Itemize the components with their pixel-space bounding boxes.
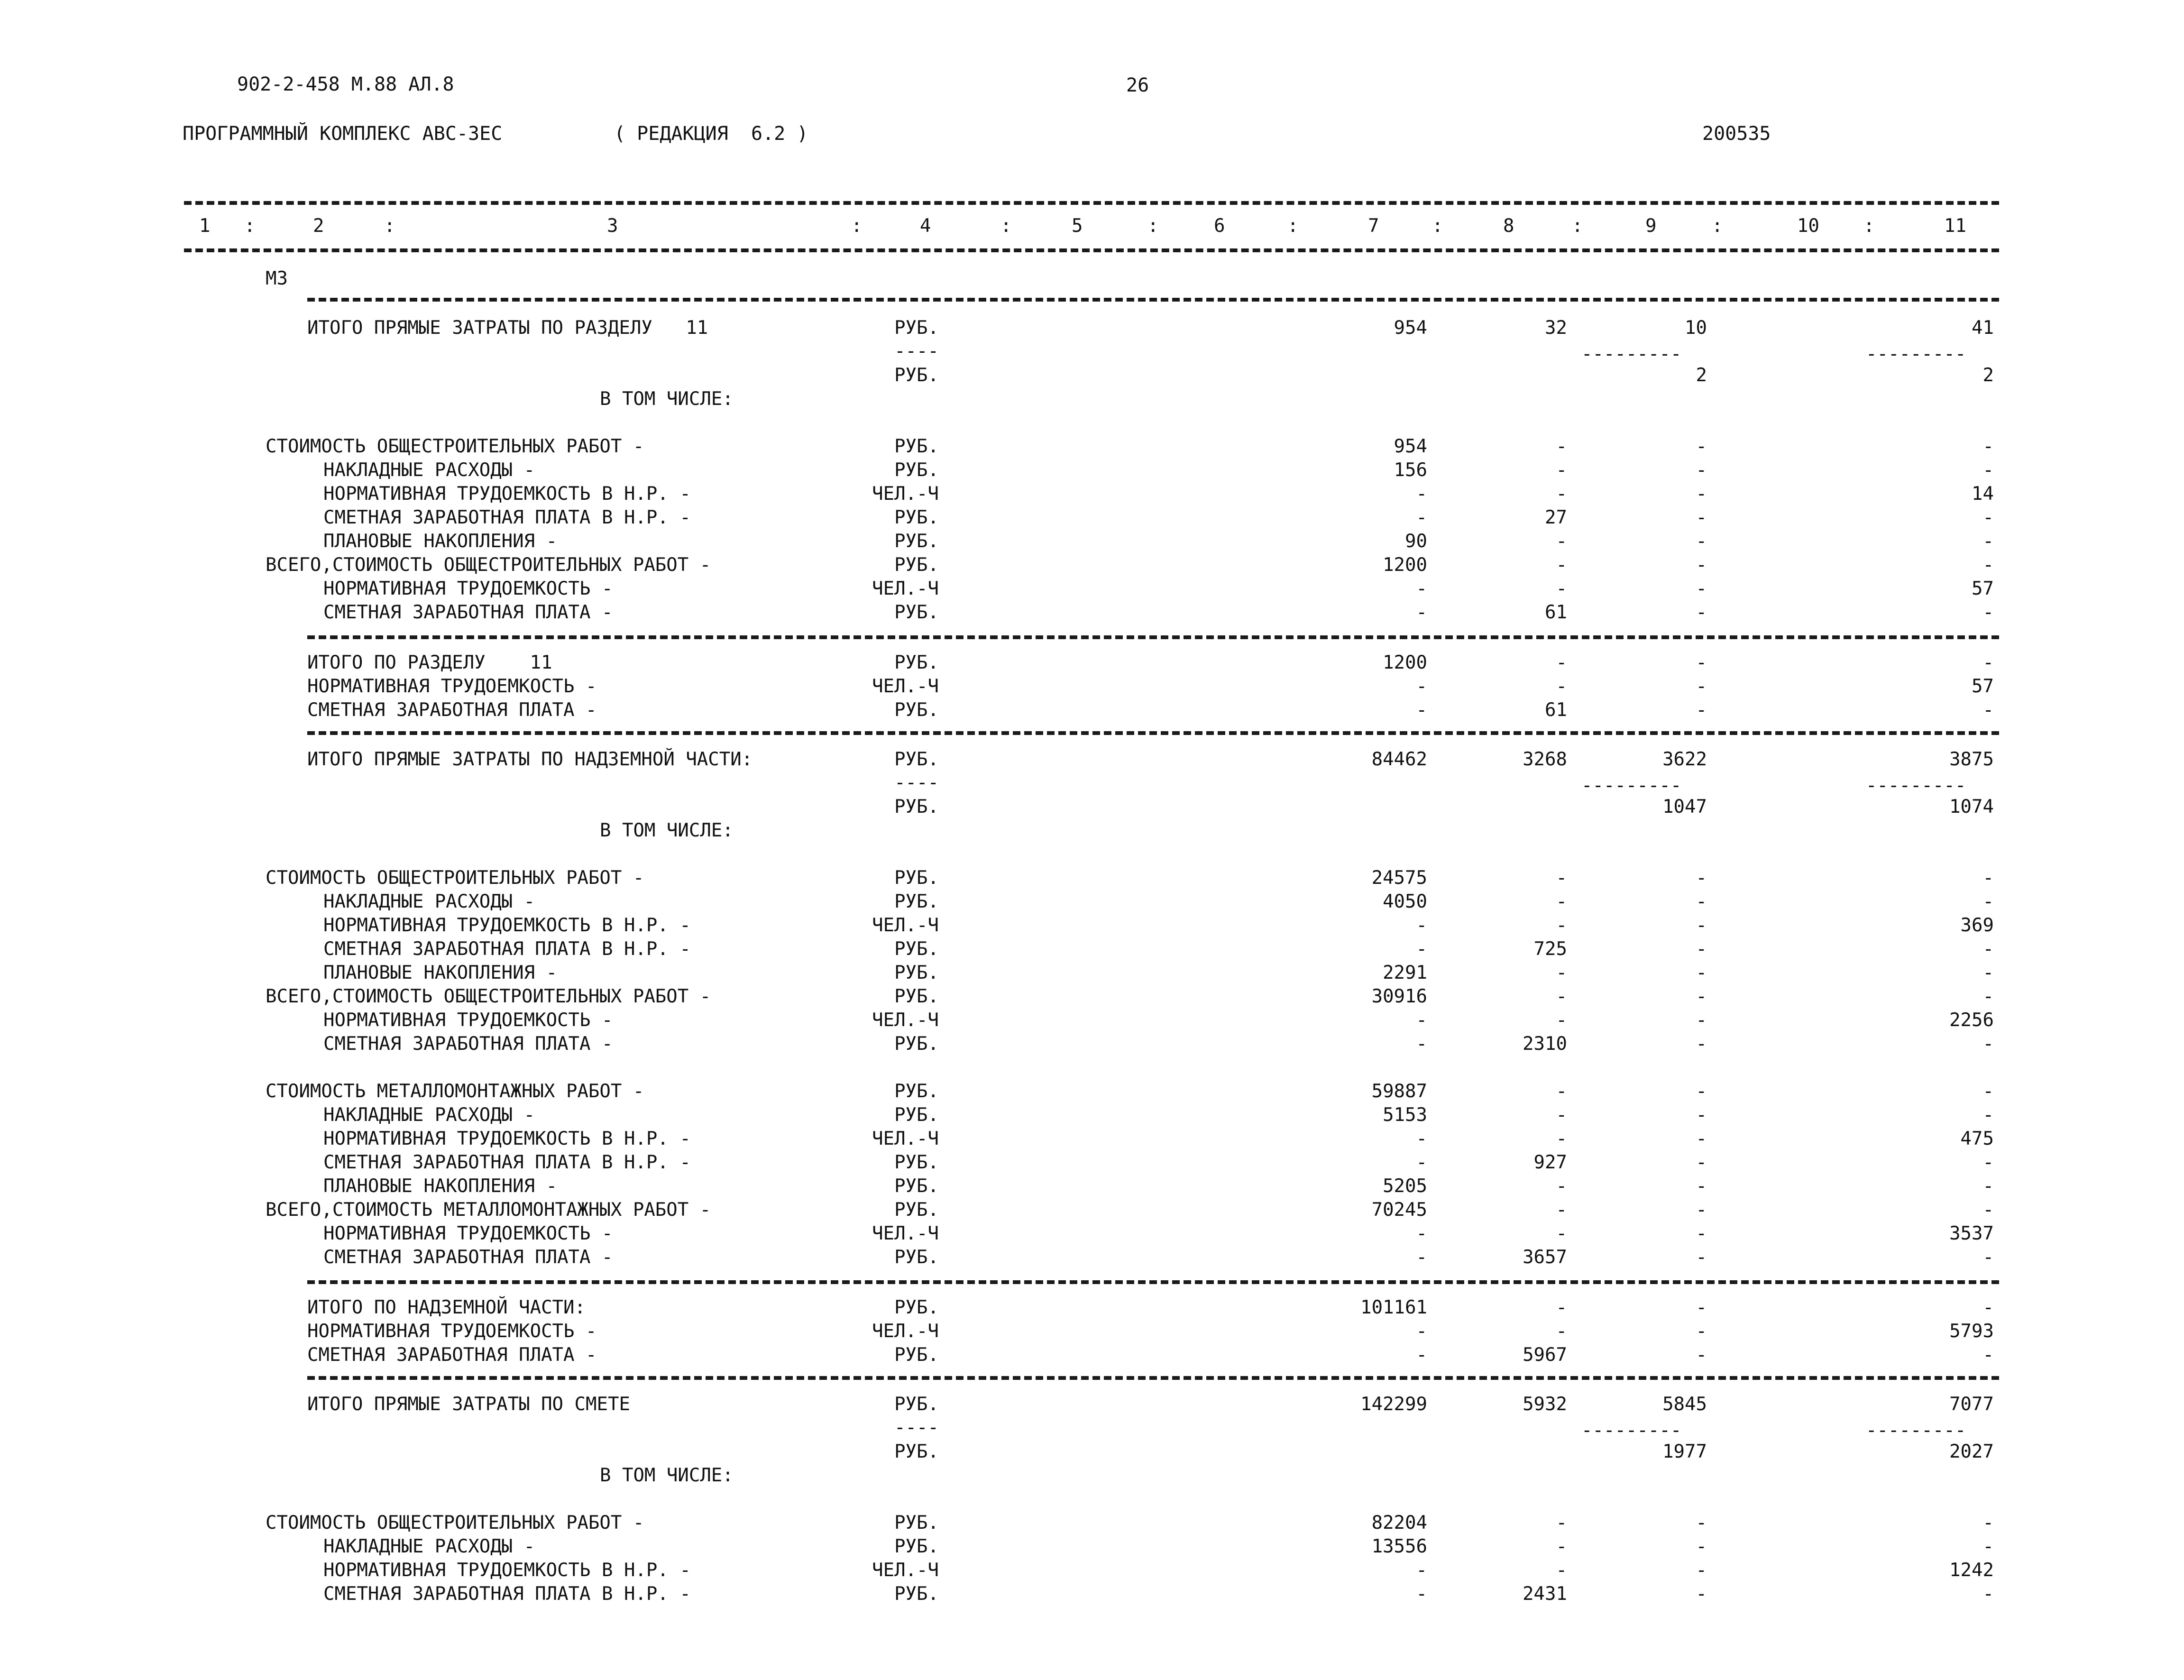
row-label: НОРМАТИВНАЯ ТРУДОЕМКОСТЬ В Н.Р. -	[323, 1560, 691, 1581]
row-label: ВСЕГО,СТОИМОСТЬ ОБЩЕСТРОИТЕЛЬНЫХ РАБОТ -	[266, 554, 711, 576]
cell-col-7: -	[1416, 1583, 1427, 1605]
section-rule	[307, 1376, 1999, 1380]
column-number: 11	[1944, 215, 1966, 237]
row-unit: РУБ.	[894, 1536, 939, 1557]
cell-col-7: 30916	[1371, 986, 1427, 1007]
cell-col-9: -	[1696, 1175, 1707, 1197]
cell-col-9: -	[1696, 483, 1707, 505]
cell-col-8: -	[1556, 1536, 1567, 1557]
cell-col-9: -	[1696, 602, 1707, 623]
column-separator: :	[1572, 215, 1583, 237]
cell-col-8: -	[1556, 1081, 1567, 1102]
cell-col-8: 3268	[1523, 749, 1567, 770]
row-label: НОРМАТИВНАЯ ТРУДОЕМКОСТЬ -	[323, 578, 613, 599]
cell-col-7: 954	[1394, 436, 1427, 457]
column-number: 3	[607, 215, 618, 237]
row-label: СМЕТНАЯ ЗАРАБОТНАЯ ПЛАТА -	[323, 602, 613, 623]
cell-col-11: -	[1982, 962, 1994, 983]
cell-col-8: -	[1556, 483, 1567, 505]
cell-col-7: -	[1416, 938, 1427, 960]
cell-col-9: -	[1696, 891, 1707, 912]
row-unit: РУБ.	[894, 938, 939, 960]
cell-col-8: -	[1556, 915, 1567, 936]
cell-col-9: -	[1696, 1081, 1707, 1102]
row-unit: РУБ.	[894, 602, 939, 623]
column-number: 2	[313, 215, 324, 237]
cell-col-9: 3622	[1662, 749, 1707, 770]
cell-col-11: 5793	[1949, 1321, 1994, 1342]
cell-col-9: -	[1696, 867, 1707, 889]
row-unit: РУБ.	[894, 554, 939, 576]
cell-col-11: 2027	[1949, 1441, 1994, 1462]
cell-col-7: -	[1416, 578, 1427, 599]
subtotal-rule-col-9: ---------	[1581, 775, 1682, 796]
row-unit: ЧЕЛ.-Ч	[872, 1321, 939, 1342]
cell-col-8: -	[1556, 1560, 1567, 1581]
cell-col-8: -	[1556, 436, 1567, 457]
row-unit: ЧЕЛ.-Ч	[872, 483, 939, 505]
cell-col-9: 2	[1696, 365, 1707, 386]
cell-col-8: -	[1556, 676, 1567, 697]
cell-col-8: -	[1556, 531, 1567, 552]
row-label: В ТОМ ЧИСЛЕ:	[600, 820, 734, 841]
column-number: 7	[1368, 215, 1379, 237]
row-unit: РУБ.	[894, 986, 939, 1007]
section-rule	[307, 635, 1999, 639]
unit-underline: ----	[894, 1417, 939, 1438]
row-unit: РУБ.	[894, 1152, 939, 1173]
row-label: МЗ	[266, 268, 288, 289]
cell-col-7: 24575	[1371, 867, 1427, 889]
cell-col-8: -	[1556, 891, 1567, 912]
cell-col-7: 84462	[1371, 749, 1427, 770]
column-number: 1	[199, 215, 211, 237]
program-edition: ( РЕДАКЦИЯ 6.2 )	[614, 123, 808, 145]
cell-col-7: 82204	[1371, 1512, 1427, 1533]
cell-col-11: -	[1982, 1081, 1994, 1102]
cell-col-8: 5932	[1523, 1394, 1567, 1415]
program-title: ПРОГРАММНЫЙ КОМПЛЕКС АВС-ЗЕС	[183, 123, 503, 145]
cell-col-11: -	[1982, 1297, 1994, 1318]
cell-col-7: 70245	[1371, 1199, 1427, 1221]
column-number: 10	[1797, 215, 1819, 237]
cell-col-7: 2291	[1383, 962, 1427, 983]
row-unit: РУБ.	[894, 507, 939, 528]
cell-col-7: 1200	[1383, 554, 1427, 576]
cell-col-9: -	[1696, 1128, 1707, 1149]
cell-col-7: -	[1416, 676, 1427, 697]
subtotal-rule-col-11: ---------	[1866, 775, 1966, 796]
column-number: 5	[1072, 215, 1083, 237]
column-number: 6	[1214, 215, 1225, 237]
subtotal-rule-col-9: ---------	[1581, 343, 1682, 365]
cell-col-11: -	[1982, 867, 1994, 889]
cell-col-8: -	[1556, 1512, 1567, 1533]
column-number: 9	[1645, 215, 1657, 237]
cell-col-7: -	[1416, 1321, 1427, 1342]
row-label: НАКЛАДНЫЕ РАСХОДЫ -	[323, 459, 535, 481]
row-label: ИТОГО ПРЯМЫЕ ЗАТРАТЫ ПО СМЕТЕ	[307, 1394, 630, 1415]
row-unit: РУБ.	[894, 1297, 939, 1318]
cell-col-8: -	[1556, 1175, 1567, 1197]
cell-col-11: -	[1982, 986, 1994, 1007]
row-label: В ТОМ ЧИСЛЕ:	[600, 1465, 734, 1486]
cell-col-11: 475	[1960, 1128, 1994, 1149]
row-unit: РУБ.	[894, 962, 939, 983]
cell-col-7: -	[1416, 915, 1427, 936]
cell-col-11: -	[1982, 1583, 1994, 1605]
cell-col-9: -	[1696, 436, 1707, 457]
cell-col-11: -	[1982, 1033, 1994, 1055]
cell-col-11: -	[1982, 1152, 1994, 1173]
cell-col-11: -	[1982, 891, 1994, 912]
unit-underline: ----	[894, 772, 939, 793]
cell-col-8: 927	[1533, 1152, 1567, 1173]
row-label: СМЕТНАЯ ЗАРАБОТНАЯ ПЛАТА -	[307, 1344, 597, 1366]
cell-col-11: -	[1982, 436, 1994, 457]
row-label: СТОИМОСТЬ ОБЩЕСТРОИТЕЛЬНЫХ РАБОТ -	[266, 436, 644, 457]
row-label: СМЕТНАЯ ЗАРАБОТНАЯ ПЛАТА -	[307, 699, 597, 721]
cell-col-9: -	[1696, 1152, 1707, 1173]
cell-col-11: -	[1982, 507, 1994, 528]
cell-col-9: -	[1696, 1247, 1707, 1268]
cell-col-8: -	[1556, 1223, 1567, 1244]
cell-col-8: -	[1556, 459, 1567, 481]
column-separator: :	[384, 215, 395, 237]
column-separator: :	[1000, 215, 1012, 237]
column-separator: :	[1863, 215, 1875, 237]
cell-col-8: 61	[1545, 602, 1567, 623]
row-label: НАКЛАДНЫЕ РАСХОДЫ -	[323, 891, 535, 912]
row-unit: ЧЕЛ.-Ч	[872, 1223, 939, 1244]
cell-col-8: 2431	[1523, 1583, 1567, 1605]
row-unit: РУБ.	[894, 867, 939, 889]
row-unit: РУБ.	[894, 1583, 939, 1605]
cell-col-7: 59887	[1371, 1081, 1427, 1102]
cell-col-9: -	[1696, 507, 1707, 528]
cell-col-8: 61	[1545, 699, 1567, 721]
cell-col-8: -	[1556, 554, 1567, 576]
cell-col-9: 10	[1685, 317, 1707, 339]
row-unit: РУБ.	[894, 1081, 939, 1102]
cell-col-7: 4050	[1383, 891, 1427, 912]
row-label: СМЕТНАЯ ЗАРАБОТНАЯ ПЛАТА В Н.Р. -	[323, 1583, 691, 1605]
cell-col-11: -	[1982, 554, 1994, 576]
row-label: СМЕТНАЯ ЗАРАБОТНАЯ ПЛАТА В Н.Р. -	[323, 507, 691, 528]
cell-col-11: 1242	[1949, 1560, 1994, 1581]
cell-col-7: 142299	[1360, 1394, 1427, 1415]
cell-col-11: 7077	[1949, 1394, 1994, 1415]
cell-col-11: 2256	[1949, 1010, 1994, 1031]
row-label: В ТОМ ЧИСЛЕ:	[600, 388, 734, 410]
row-unit: РУБ.	[894, 1175, 939, 1197]
row-label: СМЕТНАЯ ЗАРАБОТНАЯ ПЛАТА В Н.Р. -	[323, 938, 691, 960]
cell-col-11: 14	[1972, 483, 1994, 505]
cell-col-8: -	[1556, 1297, 1567, 1318]
cell-col-7: 5153	[1383, 1104, 1427, 1126]
row-label: СМЕТНАЯ ЗАРАБОТНАЯ ПЛАТА В Н.Р. -	[323, 1152, 691, 1173]
row-label: ВСЕГО,СТОИМОСТЬ ОБЩЕСТРОИТЕЛЬНЫХ РАБОТ -	[266, 986, 711, 1007]
cell-col-9: -	[1696, 1344, 1707, 1366]
row-label: НОРМАТИВНАЯ ТРУДОЕМКОСТЬ -	[307, 1321, 597, 1342]
cell-col-7: -	[1416, 1033, 1427, 1055]
document-id: 200535	[1702, 123, 1771, 145]
cell-col-11: 2	[1982, 365, 1994, 386]
row-unit: РУБ.	[894, 436, 939, 457]
cell-col-11: -	[1982, 602, 1994, 623]
cell-col-9: -	[1696, 1223, 1707, 1244]
cell-col-11: 3537	[1949, 1223, 1994, 1244]
cell-col-7: -	[1416, 602, 1427, 623]
row-label: ИТОГО ПРЯМЫЕ ЗАТРАТЫ ПО НАДЗЕМНОЙ ЧАСТИ:	[307, 749, 753, 770]
cell-col-9: -	[1696, 986, 1707, 1007]
cell-col-8: -	[1556, 1199, 1567, 1221]
cell-col-9: -	[1696, 578, 1707, 599]
cell-col-11: -	[1982, 1247, 1994, 1268]
cell-col-8: 725	[1533, 938, 1567, 960]
row-unit: РУБ.	[894, 1394, 939, 1415]
section-rule	[307, 731, 1999, 735]
cell-col-8: -	[1556, 652, 1567, 673]
cell-col-9: -	[1696, 699, 1707, 721]
cell-col-7: -	[1416, 1344, 1427, 1366]
cell-col-9: -	[1696, 938, 1707, 960]
row-unit: РУБ.	[894, 1512, 939, 1533]
cell-col-9: -	[1696, 652, 1707, 673]
unit-underline: ----	[894, 340, 939, 362]
row-label: ВСЕГО,СТОИМОСТЬ МЕТАЛЛОМОНТАЖНЫХ РАБОТ -	[266, 1199, 711, 1221]
cell-col-8: -	[1556, 962, 1567, 983]
column-separator: :	[1712, 215, 1723, 237]
cell-col-7: 13556	[1371, 1536, 1427, 1557]
cell-col-7: -	[1416, 1010, 1427, 1031]
column-separator: :	[851, 215, 863, 237]
cell-col-7: -	[1416, 1152, 1427, 1173]
cell-col-11: -	[1982, 699, 1994, 721]
cell-col-8: 3657	[1523, 1247, 1567, 1268]
cell-col-11: 369	[1960, 915, 1994, 936]
cell-col-8: -	[1556, 1010, 1567, 1031]
row-label: НОРМАТИВНАЯ ТРУДОЕМКОСТЬ В Н.Р. -	[323, 1128, 691, 1149]
row-label: НОРМАТИВНАЯ ТРУДОЕМКОСТЬ В Н.Р. -	[323, 483, 691, 505]
cell-col-9: -	[1696, 1199, 1707, 1221]
cell-col-8: -	[1556, 867, 1567, 889]
row-unit: ЧЕЛ.-Ч	[872, 915, 939, 936]
cell-col-11: -	[1982, 1536, 1994, 1557]
row-unit: РУБ.	[894, 1033, 939, 1055]
row-unit: РУБ.	[894, 1441, 939, 1462]
cell-col-7: 954	[1394, 317, 1427, 339]
cell-col-11: 41	[1972, 317, 1994, 339]
row-unit: РУБ.	[894, 365, 939, 386]
cell-col-9: -	[1696, 459, 1707, 481]
row-label: ПЛАНОВЫЕ НАКОПЛЕНИЯ -	[323, 531, 558, 552]
row-label: НОРМАТИВНАЯ ТРУДОЕМКОСТЬ -	[323, 1223, 613, 1244]
cell-col-11: -	[1982, 1344, 1994, 1366]
row-unit: РУБ.	[894, 1247, 939, 1268]
row-unit: ЧЕЛ.-Ч	[872, 1128, 939, 1149]
cell-col-7: -	[1416, 699, 1427, 721]
row-unit: РУБ.	[894, 317, 939, 339]
cell-col-11: 3875	[1949, 749, 1994, 770]
cell-col-11: 57	[1972, 578, 1994, 599]
row-label: НОРМАТИВНАЯ ТРУДОЕМКОСТЬ В Н.Р. -	[323, 915, 691, 936]
cell-col-9: -	[1696, 915, 1707, 936]
cell-col-8: 2310	[1523, 1033, 1567, 1055]
cell-col-11: -	[1982, 1512, 1994, 1533]
cell-col-8: -	[1556, 1321, 1567, 1342]
cell-col-8: 27	[1545, 507, 1567, 528]
row-unit: РУБ.	[894, 531, 939, 552]
cell-col-7: -	[1416, 1247, 1427, 1268]
cell-col-8: -	[1556, 1128, 1567, 1149]
cell-col-7: -	[1416, 1223, 1427, 1244]
header-rule-bottom	[184, 248, 1999, 252]
cell-col-11: -	[1982, 531, 1994, 552]
row-unit: РУБ.	[894, 749, 939, 770]
row-unit: РУБ.	[894, 891, 939, 912]
row-label: НАКЛАДНЫЕ РАСХОДЫ -	[323, 1104, 535, 1126]
cell-col-7: 1200	[1383, 652, 1427, 673]
cell-col-8: -	[1556, 986, 1567, 1007]
row-unit: РУБ.	[894, 459, 939, 481]
cell-col-11: -	[1982, 1104, 1994, 1126]
column-number: 8	[1503, 215, 1514, 237]
cell-col-9: -	[1696, 1560, 1707, 1581]
cell-col-9: -	[1696, 1321, 1707, 1342]
cell-col-7: -	[1416, 1560, 1427, 1581]
row-unit: ЧЕЛ.-Ч	[872, 578, 939, 599]
header-rule-top	[184, 201, 1999, 205]
cell-col-11: -	[1982, 1175, 1994, 1197]
cell-col-9: -	[1696, 1010, 1707, 1031]
row-unit: РУБ.	[894, 1344, 939, 1366]
row-unit: РУБ.	[894, 652, 939, 673]
cell-col-8: -	[1556, 578, 1567, 599]
cell-col-7: 90	[1405, 531, 1427, 552]
cell-col-9: -	[1696, 1297, 1707, 1318]
row-unit: ЧЕЛ.-Ч	[872, 676, 939, 697]
row-label: СТОИМОСТЬ МЕТАЛЛОМОНТАЖНЫХ РАБОТ -	[266, 1081, 644, 1102]
row-label: СТОИМОСТЬ ОБЩЕСТРОИТЕЛЬНЫХ РАБОТ -	[266, 867, 644, 889]
page-number: 26	[1126, 74, 1149, 96]
subtotal-rule-col-9: ---------	[1581, 1420, 1682, 1441]
cell-col-9: -	[1696, 1583, 1707, 1605]
cell-col-8: -	[1556, 1104, 1567, 1126]
column-separator: :	[1147, 215, 1159, 237]
row-label: ИТОГО ПРЯМЫЕ ЗАТРАТЫ ПО РАЗДЕЛУ 11	[307, 317, 708, 339]
cell-col-7: -	[1416, 1128, 1427, 1149]
cell-col-9: -	[1696, 676, 1707, 697]
cell-col-7: -	[1416, 507, 1427, 528]
row-label: ПЛАНОВЫЕ НАКОПЛЕНИЯ -	[323, 1175, 558, 1197]
row-unit: ЧЕЛ.-Ч	[872, 1560, 939, 1581]
cell-col-7: 156	[1394, 459, 1427, 481]
cell-col-11: 57	[1972, 676, 1994, 697]
cell-col-9: -	[1696, 531, 1707, 552]
row-label: ПЛАНОВЫЕ НАКОПЛЕНИЯ -	[323, 962, 558, 983]
column-separator: :	[1287, 215, 1299, 237]
section-rule	[307, 298, 1999, 302]
cell-col-7: 5205	[1383, 1175, 1427, 1197]
subtotal-rule-col-11: ---------	[1866, 343, 1966, 365]
row-label: СТОИМОСТЬ ОБЩЕСТРОИТЕЛЬНЫХ РАБОТ -	[266, 1512, 644, 1533]
row-label: НОРМАТИВНАЯ ТРУДОЕМКОСТЬ -	[323, 1010, 613, 1031]
cell-col-9: 5845	[1662, 1394, 1707, 1415]
cell-col-9: -	[1696, 1512, 1707, 1533]
row-label: ИТОГО ПО РАЗДЕЛУ 11	[307, 652, 552, 673]
cell-col-11: -	[1982, 938, 1994, 960]
document-code: 902-2-458 М.88 АЛ.8	[237, 73, 454, 95]
cell-col-11: -	[1982, 1199, 1994, 1221]
cell-col-9: -	[1696, 1536, 1707, 1557]
column-separator: :	[1432, 215, 1443, 237]
row-label: СМЕТНАЯ ЗАРАБОТНАЯ ПЛАТА -	[323, 1033, 613, 1055]
row-label: НОРМАТИВНАЯ ТРУДОЕМКОСТЬ -	[307, 676, 597, 697]
row-unit: ЧЕЛ.-Ч	[872, 1010, 939, 1031]
subtotal-rule-col-11: ---------	[1866, 1420, 1966, 1441]
row-unit: РУБ.	[894, 796, 939, 817]
column-number: 4	[920, 215, 931, 237]
row-unit: РУБ.	[894, 1104, 939, 1126]
column-separator: :	[244, 215, 256, 237]
cell-col-9: -	[1696, 1033, 1707, 1055]
section-rule	[307, 1280, 1999, 1284]
cell-col-9: -	[1696, 1104, 1707, 1126]
cell-col-9: 1047	[1662, 796, 1707, 817]
cell-col-9: 1977	[1662, 1441, 1707, 1462]
row-label: ИТОГО ПО НАДЗЕМНОЙ ЧАСТИ:	[307, 1297, 586, 1318]
cell-col-7: 101161	[1360, 1297, 1427, 1318]
cell-col-8: 32	[1545, 317, 1567, 339]
cell-col-11: -	[1982, 459, 1994, 481]
row-unit: РУБ.	[894, 699, 939, 721]
cell-col-7: -	[1416, 483, 1427, 505]
row-label: НАКЛАДНЫЕ РАСХОДЫ -	[323, 1536, 535, 1557]
cell-col-9: -	[1696, 554, 1707, 576]
cell-col-11: 1074	[1949, 796, 1994, 817]
row-label: СМЕТНАЯ ЗАРАБОТНАЯ ПЛАТА -	[323, 1247, 613, 1268]
cell-col-11: -	[1982, 652, 1994, 673]
row-unit: РУБ.	[894, 1199, 939, 1221]
cell-col-8: 5967	[1523, 1344, 1567, 1366]
cell-col-9: -	[1696, 962, 1707, 983]
